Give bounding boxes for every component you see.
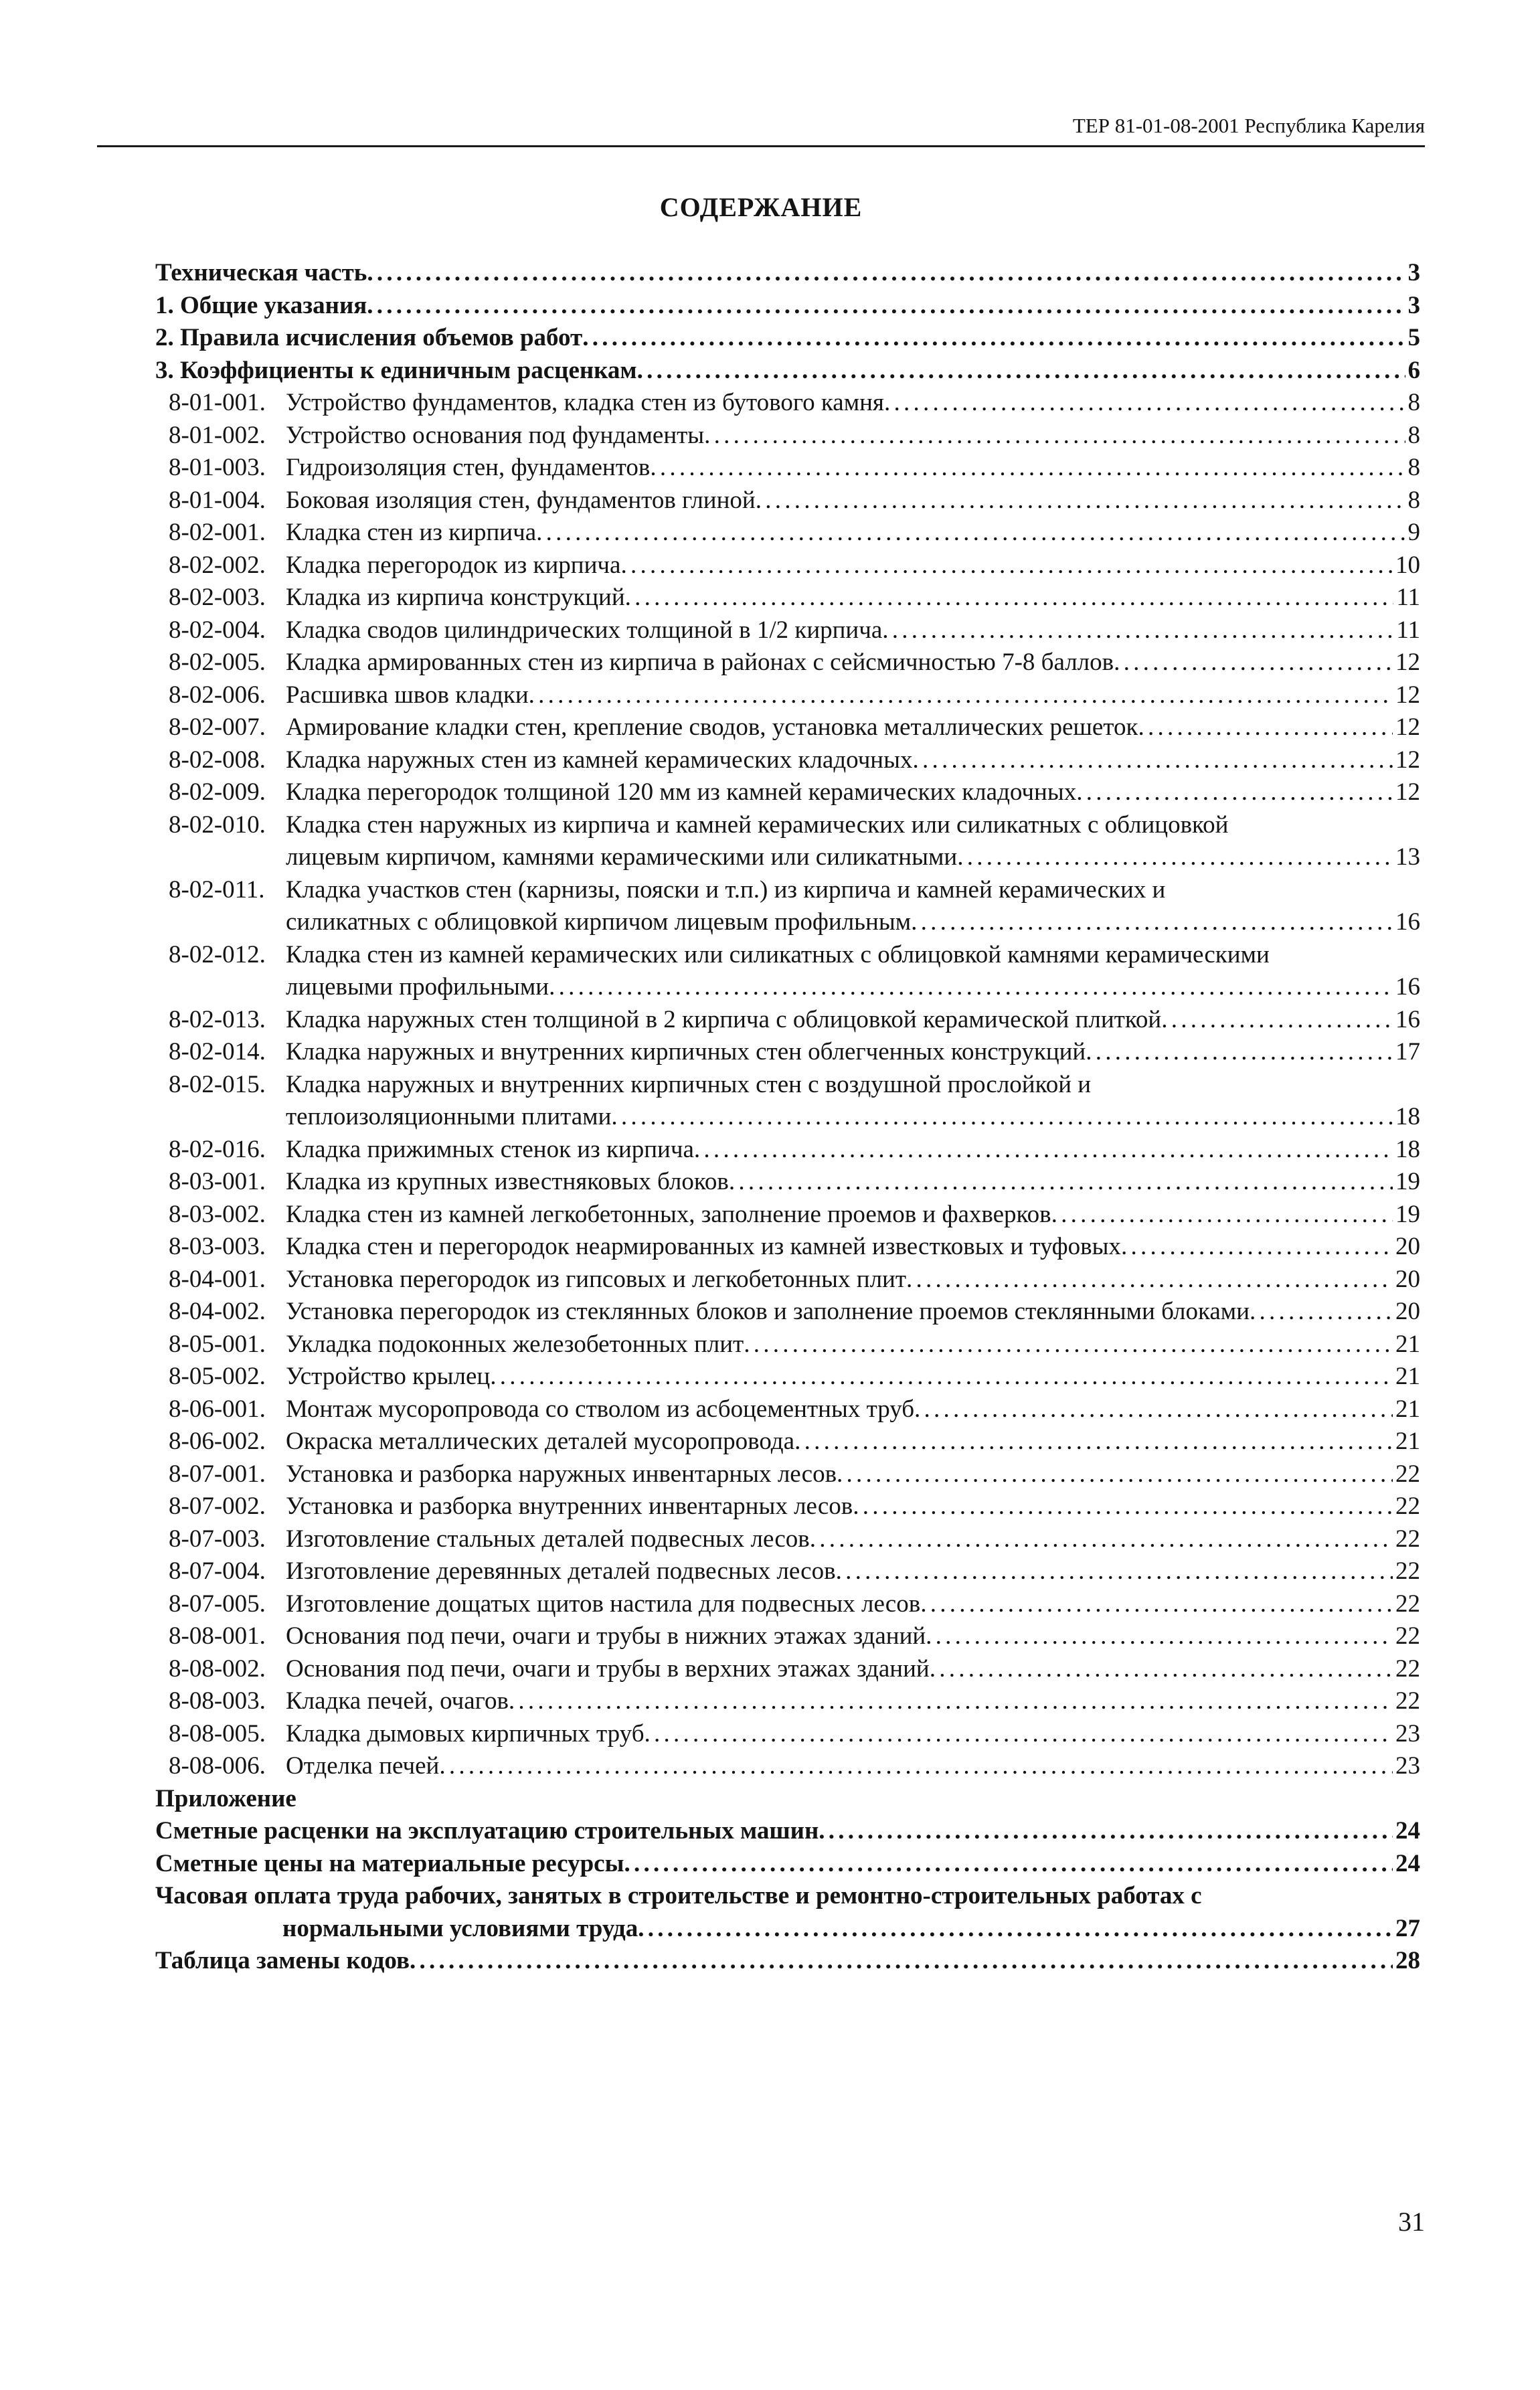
toc-page-number: 3 (1407, 259, 1420, 286)
toc-item-code: 8-02-016. (169, 1135, 266, 1163)
toc-item (155, 1264, 1420, 1296)
toc-page-number: 9 (1407, 519, 1420, 546)
toc-item-title: Основания под печи, очаги и трубы в нижних этажах зданий (286, 1622, 926, 1650)
toc-page-number: 12 (1395, 778, 1420, 806)
toc-entry-title-continuation: нормальными условиями труда (282, 1914, 638, 1942)
toc-entry-title: Техническая часть (155, 259, 367, 286)
toc-item-code: 8-05-001. (169, 1330, 266, 1358)
toc-item-code: 8-08-003. (169, 1687, 266, 1715)
toc-item-continuation (155, 971, 1420, 1004)
toc-page-number: 27 (1395, 1914, 1420, 1942)
toc-entry-title: Таблица замены кодов (155, 1947, 410, 1974)
toc-page-number: 22 (1395, 1654, 1420, 1683)
toc-item-title: Установка перегородок из стеклянных блоков и заполнение проемов стеклянными блоками (286, 1298, 1250, 1325)
toc-item-code: 8-04-001. (169, 1265, 266, 1293)
dot-leader (620, 549, 1393, 582)
toc-page-number: 21 (1395, 1395, 1420, 1423)
dot-leader (1076, 776, 1393, 809)
toc-item-title: Монтаж мусоропровода со стволом из асбоцементных труб (286, 1395, 915, 1423)
toc-item-code: 8-06-002. (169, 1428, 266, 1455)
toc-item-continuation (155, 906, 1420, 939)
dot-leader (367, 257, 1405, 290)
toc-item (155, 1231, 1420, 1264)
toc-item-title: Кладка стен из камней легкобетонных, заполнение проемов и фахверков (286, 1200, 1051, 1228)
dot-leader (529, 679, 1393, 712)
toc-item (155, 809, 1420, 842)
dot-leader (1114, 647, 1393, 679)
toc-item (155, 517, 1420, 549)
dot-leader (645, 1718, 1393, 1751)
dot-leader (1051, 1199, 1393, 1231)
toc-item-code: 8-07-004. (169, 1557, 266, 1585)
dot-leader (930, 1653, 1393, 1686)
toc-entry-title: 3. Коэффициенты к единичным расценкам (155, 356, 637, 384)
toc-item-code: 8-05-002. (169, 1363, 266, 1390)
toc-item-continuation (155, 1101, 1420, 1134)
dot-leader (582, 322, 1405, 355)
toc-page-number: 21 (1395, 1330, 1420, 1358)
header-rule (97, 145, 1425, 147)
dot-leader (410, 1945, 1393, 1978)
toc-item-code: 8-01-004. (169, 486, 266, 514)
toc-item-title: Устройство фундаментов, кладка стен из бутового камня (286, 389, 884, 416)
dot-leader (882, 614, 1393, 647)
toc-item-title: Изготовление деревянных деталей подвесных лесов (286, 1557, 836, 1585)
toc-item-title: Кладка наружных стен из камней керамических кладочных (286, 746, 913, 774)
dot-leader (549, 971, 1393, 1004)
toc-page-number: 12 (1395, 713, 1420, 741)
toc-page-number: 19 (1395, 1200, 1420, 1228)
page-title: СОДЕРЖАНИЕ (659, 192, 863, 222)
toc-item-title: Установка перегородок из гипсовых и легкобетонных плит (286, 1265, 907, 1293)
toc-item-code: 8-02-010. (169, 810, 266, 839)
toc-item-code: 8-02-003. (169, 584, 266, 611)
dot-leader (1086, 1036, 1393, 1069)
toc-item-code: 8-02-006. (169, 681, 266, 709)
dot-leader (920, 1588, 1393, 1621)
toc-item-title: Изготовление стальных деталей подвесных лесов (286, 1525, 810, 1553)
toc-item (155, 776, 1420, 809)
dot-leader (439, 1750, 1393, 1783)
toc-item-title: Кладка печей, очагов (286, 1687, 509, 1715)
toc-item-title: Гидроизоляция стен, фундаментов (286, 454, 651, 481)
toc-page-number: 13 (1395, 843, 1420, 871)
toc-item (155, 582, 1420, 614)
toc-page-number: 22 (1395, 1590, 1420, 1618)
toc-section (155, 257, 1420, 290)
toc-item (155, 1426, 1420, 1458)
page-number: 31 (1398, 2207, 1425, 2237)
toc-item-title: Кладка сводов цилиндрических толщиной в 1/2 кирпича (286, 616, 883, 644)
toc-item (155, 1620, 1420, 1653)
table-of-contents (155, 257, 1420, 1978)
toc-item-code: 8-03-001. (169, 1168, 266, 1195)
toc-item-code: 8-02-004. (169, 616, 266, 644)
toc-appendix-item-continuation (155, 1913, 1420, 1946)
toc-item-title-continuation: теплоизоляционными плитами (286, 1103, 612, 1130)
dot-leader (884, 387, 1405, 420)
toc-item-title: Устройство основания под фундаменты (286, 421, 705, 449)
dot-leader (794, 1426, 1393, 1458)
toc-item (155, 647, 1420, 679)
toc-page-number: 5 (1407, 324, 1420, 351)
toc-page-number: 6 (1407, 356, 1420, 384)
toc-item-title-continuation: лицевыми профильными (286, 973, 549, 1001)
toc-item-title: Кладка из крупных известняковых блоков (286, 1168, 729, 1195)
toc-item-code: 8-02-001. (169, 519, 266, 546)
dot-leader (638, 1913, 1393, 1946)
toc-item-title: Установка и разборка наружных инвентарных лесов (286, 1460, 837, 1488)
toc-item-code: 8-07-003. (169, 1525, 266, 1553)
toc-items (155, 387, 1420, 1783)
toc-item-code: 8-02-014. (169, 1038, 266, 1065)
toc-item (155, 1134, 1420, 1167)
toc-item-title: Кладка стен из кирпича (286, 519, 537, 546)
toc-item-title: Укладка подоконных железобетонных плит (286, 1330, 744, 1358)
toc-page-number: 12 (1395, 649, 1420, 676)
dot-leader (729, 1166, 1393, 1199)
toc-page-number: 20 (1395, 1233, 1420, 1260)
toc-item-code: 8-02-005. (169, 649, 266, 676)
toc-page-number: 8 (1407, 454, 1420, 481)
dot-leader (624, 1848, 1393, 1881)
dot-leader (819, 1815, 1393, 1848)
toc-item-code: 8-02-011. (169, 875, 265, 904)
dot-leader (704, 420, 1405, 452)
toc-entry-title: 2. Правила исчисления объемов работ (155, 324, 583, 351)
toc-item (155, 1718, 1420, 1751)
toc-item-code: 8-03-002. (169, 1200, 266, 1228)
toc-item-title: Кладка наружных стен толщиной в 2 кирпича с облицовкой керамической плиткой (286, 1005, 1162, 1033)
toc-item (155, 614, 1420, 647)
dot-leader (957, 841, 1393, 874)
toc-item (155, 452, 1420, 485)
toc-page-number: 22 (1395, 1460, 1420, 1488)
dot-leader (836, 1555, 1393, 1588)
dot-leader (625, 582, 1394, 614)
toc-item (155, 1199, 1420, 1231)
dot-leader (912, 744, 1393, 777)
toc-item-code: 8-07-001. (169, 1460, 266, 1488)
toc-item-code: 8-02-009. (169, 778, 266, 806)
dot-leader (911, 906, 1393, 939)
toc-appendix-item (155, 1945, 1420, 1978)
toc-item-title: Кладка перегородок из кирпича (286, 551, 621, 579)
toc-item (155, 485, 1420, 517)
toc-item-code: 8-06-001. (169, 1395, 266, 1423)
toc-item (155, 1166, 1420, 1199)
dot-leader (611, 1101, 1393, 1134)
toc-page-number: 22 (1395, 1525, 1420, 1553)
toc-page-number: 10 (1395, 551, 1420, 579)
toc-page-number: 20 (1395, 1265, 1420, 1293)
toc-appendix-heading (155, 1783, 1420, 1816)
dot-leader (1121, 1231, 1393, 1264)
toc-item-title: Кладка наружных и внутренних кирпичных стен с воздушной прослойкой и (286, 1070, 1092, 1098)
toc-item-title: Кладка армированных стен из кирпича в районах с сейсмичностью 7-8 баллов (286, 649, 1114, 676)
toc-page-number: 11 (1396, 584, 1420, 611)
toc-item-title: Кладка стен наружных из кирпича и камней керамических или силикатных с облицовкой (286, 810, 1229, 839)
dot-leader (490, 1361, 1393, 1393)
toc-item (155, 1036, 1420, 1069)
dot-leader (853, 1490, 1393, 1523)
toc-appendix-item (155, 1880, 1420, 1913)
toc-item (155, 939, 1420, 972)
toc-page-number: 16 (1395, 973, 1420, 1001)
toc-page-number: 3 (1407, 291, 1420, 319)
dot-leader (837, 1458, 1393, 1491)
toc-item-code: 8-02-002. (169, 551, 266, 579)
toc-page-number: 21 (1395, 1363, 1420, 1390)
toc-entry-title: Часовая оплата труда рабочих, занятых в строительстве и ремонтно-строительных работах с (155, 1882, 1202, 1909)
dot-leader (926, 1620, 1393, 1653)
toc-item-title: Изготовление дощатых щитов настила для подвесных лесов (286, 1590, 921, 1618)
dot-leader (1138, 711, 1393, 744)
toc-page-number: 23 (1395, 1719, 1420, 1747)
dot-leader (906, 1264, 1393, 1296)
toc-item-title-continuation: лицевым кирпичом, камнями керамическими или силикатными (286, 843, 958, 871)
toc-page-number: 8 (1407, 421, 1420, 449)
toc-item-code: 8-07-005. (169, 1590, 266, 1618)
toc-page-number: 22 (1395, 1557, 1420, 1585)
toc-page-number: 16 (1395, 1005, 1420, 1033)
toc-item (155, 387, 1420, 420)
toc-item-title: Кладка стен и перегородок неармированных из камней известковых и туфовых (286, 1233, 1121, 1260)
toc-item-code: 8-02-015. (169, 1070, 266, 1098)
toc-item-title: Окраска металлических деталей мусоропровода (286, 1428, 795, 1455)
dot-leader (536, 517, 1405, 549)
toc-page-number: 16 (1395, 908, 1420, 936)
dot-leader (1250, 1296, 1393, 1329)
toc-item-title: Кладка дымовых кирпичных труб (286, 1719, 645, 1747)
toc-page-number: 18 (1395, 1135, 1420, 1163)
toc-entry-title: Приложение (155, 1784, 296, 1812)
toc-page-number: 12 (1395, 681, 1420, 709)
toc-item (155, 549, 1420, 582)
toc-item-code: 8-02-012. (169, 940, 266, 968)
dot-leader (650, 452, 1405, 485)
toc-item-title-continuation: силикатных с облицовкой кирпичом лицевым профильным (286, 908, 912, 936)
toc-item (155, 1393, 1420, 1426)
toc-item-title: Кладка перегородок толщиной 120 мм из камней керамических кладочных (286, 778, 1077, 806)
toc-item (155, 1069, 1420, 1102)
toc-item-code: 8-01-003. (169, 454, 266, 481)
dot-leader (509, 1685, 1393, 1718)
toc-page-number: 22 (1395, 1622, 1420, 1650)
toc-page-number: 19 (1395, 1168, 1420, 1195)
toc-item-title: Установка и разборка внутренних инвентарных лесов (286, 1492, 853, 1520)
dot-leader (756, 485, 1405, 517)
toc-page-number: 17 (1395, 1038, 1420, 1065)
toc-item-title: Кладка стен из камней керамических или силикатных с облицовкой камнями керамическими (286, 940, 1270, 968)
toc-entry-title: Сметные расценки на эксплуатацию строительных машин (155, 1817, 819, 1845)
toc-item (155, 1296, 1420, 1329)
toc-item-continuation (155, 841, 1420, 874)
dot-leader (1161, 1004, 1393, 1037)
toc-item (155, 874, 1420, 907)
toc-item-title: Основания под печи, очаги и трубы в верхних этажах зданий (286, 1654, 930, 1683)
toc-page-number: 22 (1395, 1492, 1420, 1520)
dot-leader (810, 1523, 1393, 1556)
toc-item-title: Боковая изоляция стен, фундаментов глиной (286, 486, 756, 514)
toc-item-code: 8-01-001. (169, 389, 266, 416)
toc-item (155, 1555, 1420, 1588)
toc-entry-title: 1. Общие указания (155, 291, 367, 319)
toc-section (155, 355, 1420, 388)
toc-page-number: 11 (1396, 616, 1420, 644)
toc-item-title: Расшивка швов кладки (286, 681, 529, 709)
toc-item (155, 679, 1420, 712)
toc-item (155, 1004, 1420, 1037)
toc-item (155, 1685, 1420, 1718)
toc-page-number: 12 (1395, 746, 1420, 774)
toc-item-code: 8-07-002. (169, 1492, 266, 1520)
toc-item (155, 1458, 1420, 1491)
toc-item (155, 1329, 1420, 1361)
toc-item (155, 1361, 1420, 1393)
toc-item-title: Армирование кладки стен, крепление сводов, установка металлических решеток (286, 713, 1138, 741)
toc-item (155, 1653, 1420, 1686)
toc-page-number: 22 (1395, 1687, 1420, 1715)
toc-item (155, 711, 1420, 744)
toc-page-number: 21 (1395, 1428, 1420, 1455)
toc-item-code: 8-01-002. (169, 421, 266, 449)
dot-leader (694, 1134, 1393, 1167)
toc-appendix-item (155, 1815, 1420, 1848)
toc-item (155, 1490, 1420, 1523)
toc-item-code: 8-08-002. (169, 1654, 266, 1683)
toc-item (155, 744, 1420, 777)
toc-page-number: 20 (1395, 1298, 1420, 1325)
toc-section (155, 290, 1420, 323)
running-header: ТЕР 81-01-08-2001 Республика Карелия (1072, 114, 1425, 137)
toc-page-number: 24 (1395, 1817, 1420, 1845)
toc-page-number: 8 (1407, 486, 1420, 514)
toc-appendix (155, 1815, 1420, 1978)
toc-item-title: Кладка из кирпича конструкций (286, 584, 625, 611)
toc-page-number: 28 (1395, 1947, 1420, 1974)
toc-item (155, 420, 1420, 452)
dot-leader (914, 1393, 1393, 1426)
dot-leader (367, 290, 1405, 323)
toc-item-title: Устройство крылец (286, 1363, 491, 1390)
toc-item-code: 8-04-002. (169, 1298, 266, 1325)
toc-item (155, 1588, 1420, 1621)
toc-item-code: 8-02-008. (169, 746, 266, 774)
toc-page-number: 23 (1395, 1752, 1420, 1780)
toc-item-code: 8-08-005. (169, 1719, 266, 1747)
toc-entry-title: Сметные цены на материальные ресурсы (155, 1849, 624, 1877)
toc-item-code: 8-02-007. (169, 713, 266, 741)
toc-item-code: 8-02-013. (169, 1005, 266, 1033)
toc-item (155, 1750, 1420, 1783)
toc-appendix-item (155, 1848, 1420, 1881)
toc-item-title: Кладка наружных и внутренних кирпичных стен облегченных конструкций (286, 1038, 1086, 1065)
dot-leader (744, 1329, 1393, 1361)
toc-item-code: 8-03-003. (169, 1233, 266, 1260)
dot-leader (637, 355, 1405, 388)
toc-item (155, 1523, 1420, 1556)
toc-page-number: 24 (1395, 1849, 1420, 1877)
toc-item-title: Отделка печей (286, 1752, 440, 1780)
toc-item-code: 8-08-006. (169, 1752, 266, 1780)
toc-item-title: Кладка прижимных стенок из кирпича (286, 1135, 694, 1163)
toc-item-title: Кладка участков стен (карнизы, пояски и т.п.) из кирпича и камней керамических и (286, 875, 1166, 904)
toc-page-number: 8 (1407, 389, 1420, 416)
toc-page-number: 18 (1395, 1103, 1420, 1130)
toc-section (155, 322, 1420, 355)
toc-item-code: 8-08-001. (169, 1622, 266, 1650)
